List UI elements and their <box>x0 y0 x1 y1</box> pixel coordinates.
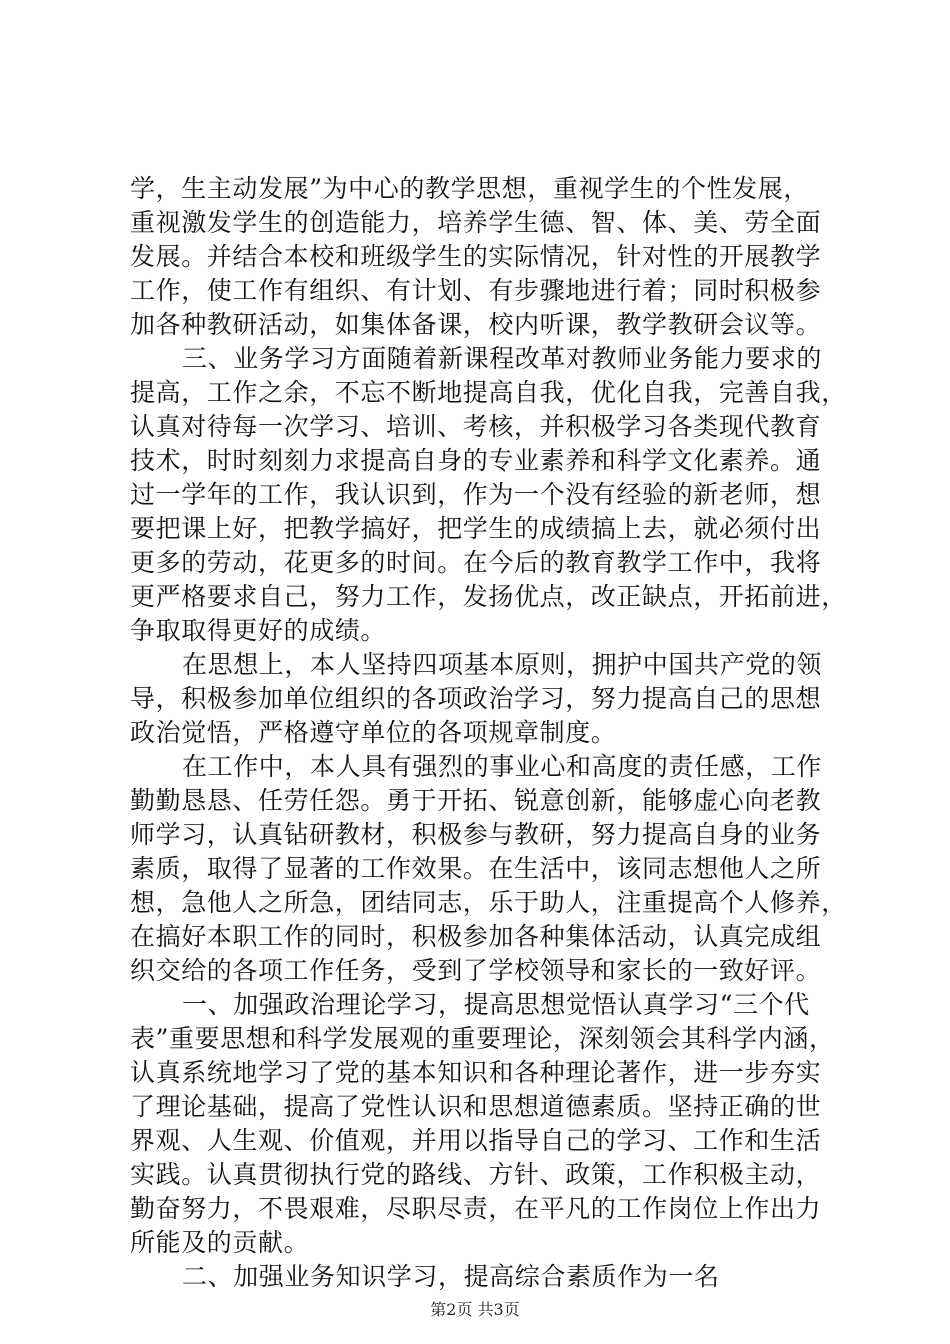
text-line: 提高，工作之余，不忘不断地提高自我，优化自我，完善自我， <box>130 378 847 407</box>
text-line: 认真系统地学习了党的基本知识和各种理论著作，进一步夯实 <box>130 1058 822 1087</box>
text-line: 过一学年的工作，我认识到，作为一个没有经验的新老师，想 <box>130 480 822 509</box>
text-line: 在搞好本职工作的同时，积极参加各种集体活动，认真完成组 <box>130 922 822 951</box>
text-line: 工作，使工作有组织、有计划、有步骤地进行着；同时积极参 <box>130 276 822 305</box>
text-line: 发展。并结合本校和班级学生的实际情况，针对性的开展教学 <box>130 242 822 271</box>
text-line: 要把课上好，把教学搞好，把学生的成绩搞上去，就必须付出 <box>130 514 822 543</box>
paragraph-start-line: 二、加强业务知识学习，提高综合素质作为一名 <box>182 1262 720 1291</box>
text-line: 实践。认真贯彻执行党的路线、方针、政策，工作积极主动， <box>130 1160 822 1189</box>
text-line: 勤奋努力，不畏艰难，尽职尽责，在平凡的工作岗位上作出力 <box>130 1194 822 1223</box>
text-line: 政治觉悟，严格遵守单位的各项规章制度。 <box>130 718 617 747</box>
text-line: 想，急他人之所急，团结同志，乐于助人，注重提高个人修养， <box>130 888 847 917</box>
text-line: 勤勤恳恳、任劳任怨。勇于开拓、锐意创新，能够虚心向老教 <box>130 786 822 815</box>
text-line: 所能及的贡献。 <box>130 1228 310 1257</box>
text-line: 师学习，认真钻研教材，积极参与教研，努力提高自身的业务 <box>130 820 822 849</box>
text-line: 更多的劳动，花更多的时间。在今后的教育教学工作中，我将 <box>130 548 822 577</box>
text-line: 争取取得更好的成绩。 <box>130 616 387 645</box>
paragraph-start-line: 在工作中，本人具有强烈的事业心和高度的责任感，工作 <box>182 752 823 781</box>
text-line: 表”重要思想和科学发展观的重要理论，深刻领会其科学内涵， <box>130 1024 835 1053</box>
text-line: 界观、人生观、价值观，并用以指导自己的学习、工作和生活 <box>130 1126 822 1155</box>
text-line: 导，积极参加单位组织的各项政治学习，努力提高自己的思想 <box>130 684 822 713</box>
text-line: 素质，取得了显著的工作效果。在生活中，该同志想他人之所 <box>130 854 822 883</box>
text-line: 认真对待每一次学习、培训、考核，并积极学习各类现代教育 <box>130 412 822 441</box>
page-footer: 第2页 共3页 <box>430 1300 520 1319</box>
text-line: 学，生主动发展”为中心的教学思想，重视学生的个性发展， <box>130 174 809 203</box>
text-line: 织交给的各项工作任务，受到了学校领导和家长的一致好评。 <box>130 956 822 985</box>
text-line: 加各种教研活动，如集体备课，校内听课，教学教研会议等。 <box>130 310 822 339</box>
text-line: 重视激发学生的创造能力，培养学生德、智、体、美、劳全面 <box>130 208 822 237</box>
paragraph-start-line: 三、业务学习方面随着新课程改革对教师业务能力要求的 <box>182 344 823 373</box>
paragraph-start-line: 在思想上，本人坚持四项基本原则，拥护中国共产党的领 <box>182 650 823 679</box>
paragraph-start-line: 一、加强政治理论学习，提高思想觉悟认真学习“三个代 <box>182 990 810 1019</box>
text-line: 了理论基础，提高了党性认识和思想道德素质。坚持正确的世 <box>130 1092 822 1121</box>
text-line: 更严格要求自己，努力工作，发扬优点，改正缺点，开拓前进， <box>130 582 847 611</box>
text-line: 技术，时时刻刻力求提高自身的专业素养和科学文化素养。通 <box>130 446 822 475</box>
